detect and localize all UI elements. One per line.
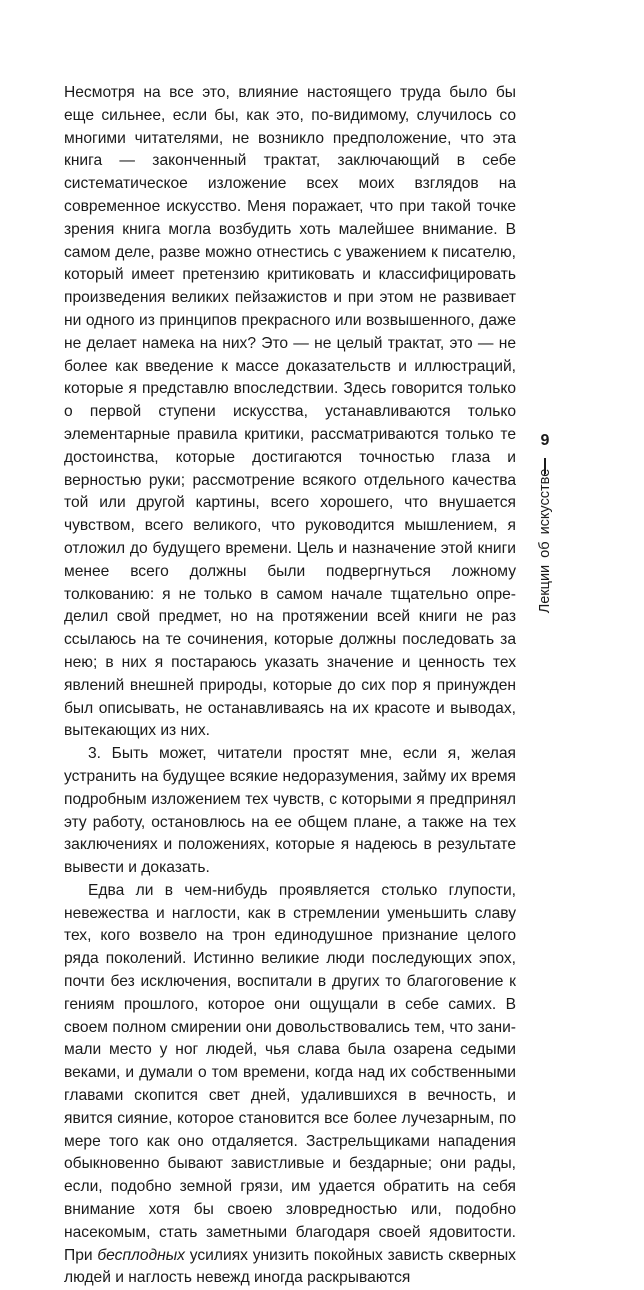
emphasized-word: бесплодных xyxy=(97,1246,185,1264)
running-head: Лекции об искусстве xyxy=(537,468,553,614)
page-number: 9 xyxy=(540,432,550,449)
paragraph-1: Несмотря на все это, влияние настоящего труда было бы еще сильнее, если бы, как это, по-видимому, случилось со многими читателями, не возникло предположение, что эта книга — законченный трактат, заключающий в себе систематическое изложение всех моих взглядов на современное искусство. Меня поражает, что при такой точке зрения книга могла возбудить хоть малейшее внимание. В самом деле, разве можно отнестись с уважением к писателю, который имеет претензию критиковать и классифицировать произведения великих пейзажистов и при этом не развивает ни одного из принципов прекрасного или возвышенного, даже не делает намека на них? Это — не целый трактат, это — не более как введение к массе доказательств и иллюстраций, которые я представлю впоследствии. Здесь говорится только о первой ступени искусства, устанавливаются только элементарные правила критики, рассматриваются только те достоинства, которые достигаются точностью глаза и верностью руки; рассмотрение всякого отдельного качества той или другой картины, всего хорошего, что внушается чувством, всего великого, что руководится мышлением, я отложил до будущего времени. Цель и назначение этой книги менее всего должны были подвергнуться ложному толкованию: я не только в самом начале тщательно определил свой предмет, но на протяжении всей книги не раз ссылаюсь на те сочинения, которые должны последовать за нею; в них я постараюсь указать значение и ценность тех явлений внешней природы, которые до сих пор я принужден был описывать, не останавливаясь на их красоте и выводах, вытекающих из них. xyxy=(64,84,516,740)
paragraph-3-text-start: Едва ли в чем-нибудь проявляется столько глупости, невежества и наглости, как в стремлении уменьшить славу тех, кого возвело на трон единодушное признание целого ряда поколений. Истинно великие люди последующих эпох, почти без исключения, воспитали в других то благоговение к гениям прошлого, которое они ощущали в себе самих. В своем полном смирении они довольствовались тем, что занимали место у ног людей, чья слава была озарена седыми веками, и думали о том времени, когда над их собственными главами скопится свет дней, удалившихся в вечность, и явится сияние, которое становится все более лучезарным, по мере того как оно отдаляется. Застрельщиками нападения обыкновенно бывают завистливые и бездарные; они рады, если, подобно земной грязи, им удается обратить на себя внимание хотя бы своею зловредностью или, подобно насекомым, стать заметными благодаря своей ядовитости. При xyxy=(64,881,516,1264)
paragraph-3 xyxy=(64,880,516,1290)
body-text xyxy=(64,82,516,1290)
paragraph-2: 3. Быть может, читатели простят мне, если я, желая устранить на будущее всякие недоразумения, займу их время подробным изложением тех чувств, с которыми я предпринял эту работу, остановлюсь на ее общем плане, а также на тех заключениях и положениях, которые я надеюсь в результате вывести и доказать. xyxy=(64,745,516,877)
paragraph-3-text-end: усилиях унизить покойных зависть скверных людей и наглость невежд иногда раскрываются xyxy=(64,1246,516,1287)
